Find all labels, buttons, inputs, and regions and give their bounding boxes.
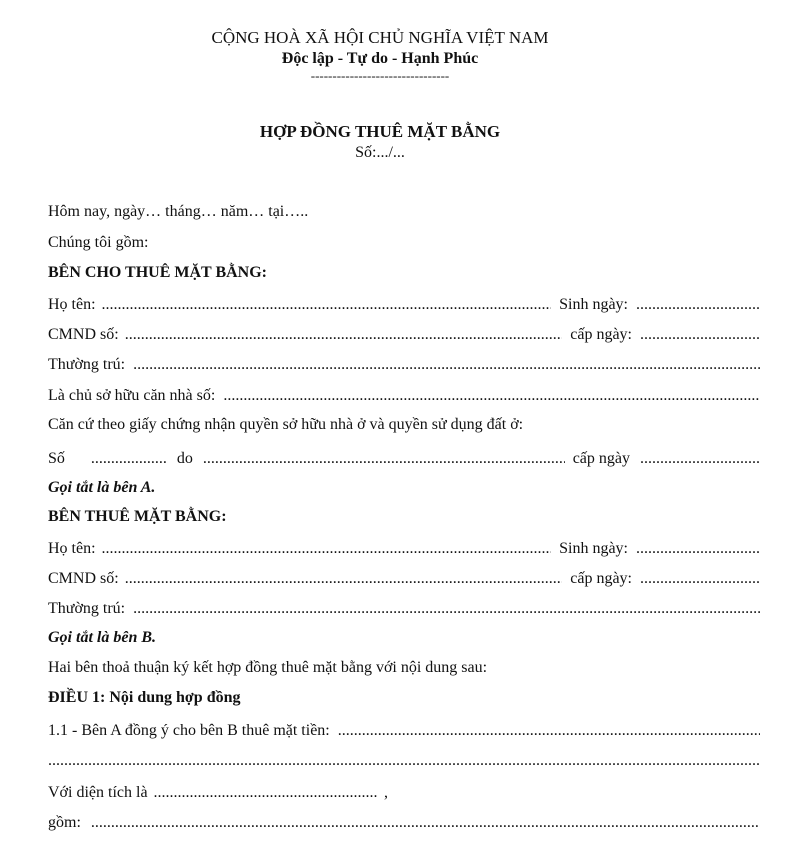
party-b-issue-field[interactable] [640, 568, 760, 590]
party-a-name-row [48, 294, 760, 316]
party-b-name-field[interactable] [102, 538, 552, 560]
party-a-cert-row [48, 448, 760, 470]
party-a-alias: Gọi tắt là bên A. [48, 479, 156, 496]
party-a-dob-label: Sinh ngày: [559, 296, 628, 313]
party-b-alias: Gọi tắt là bên B. [48, 629, 157, 646]
contract-number: Số:.../... [355, 144, 405, 161]
document-title: HỢP ĐỒNG THUÊ MẶT BẰNG [259, 122, 501, 141]
party-b-residence-field[interactable] [133, 598, 760, 620]
agreement-text: Hai bên thoả thuận ký kết hợp đồng thuê mặt bằng với nội dung sau: [48, 659, 488, 676]
party-a-owner-row [48, 385, 760, 407]
party-a-issue-field[interactable] [640, 324, 760, 346]
party-a-issue-label: cấp ngày: [570, 326, 632, 343]
party-b-issue-label: cấp ngày: [570, 570, 632, 587]
party-a-owner-label: Là chủ sở hữu căn nhà số: [48, 387, 216, 404]
party-b-dob-field[interactable] [636, 538, 760, 560]
party-b-dob-label: Sinh ngày: [559, 540, 628, 557]
article-1-heading: ĐIỀU 1: Nội dung hợp đồng [48, 689, 241, 706]
clause-1-1-continuation-row [48, 750, 760, 772]
party-a-residence-row [48, 354, 760, 376]
include-field[interactable] [91, 812, 760, 834]
party-a-residence-label: Thường trú: [48, 356, 126, 373]
area-suffix: , [384, 784, 388, 801]
party-a-heading: BÊN CHO THUÊ MẶT BẰNG: [48, 264, 267, 281]
party-a-name-label: Họ tên: [48, 296, 96, 313]
party-b-id-row [48, 568, 760, 590]
party-a-cert-by-label: do [176, 450, 193, 467]
party-a-dob-field[interactable] [636, 294, 760, 316]
clause-1-1-row [48, 720, 760, 742]
party-a-owner-field[interactable] [223, 385, 760, 407]
area-field[interactable] [154, 782, 378, 804]
party-b-id-field[interactable] [125, 568, 563, 590]
party-a-residence-field[interactable] [133, 354, 760, 376]
clause-1-1-continuation-field[interactable] [48, 750, 760, 772]
clause-1-1-label: 1.1 - Bên A đồng ý cho bên B thuê mặt tiền: [48, 722, 330, 739]
area-row [48, 782, 388, 804]
party-b-residence-row [48, 598, 760, 620]
party-a-cert-date-field[interactable] [640, 448, 760, 470]
national-motto: Độc lập - Tự do - Hạnh Phúc [281, 50, 479, 67]
header-separator: -------------------------------- [310, 68, 450, 83]
parties-line: Chúng tôi gồm: [48, 234, 149, 251]
party-a-cert-no-label: Số [48, 450, 65, 467]
party-a-id-label: CMND số: [48, 326, 119, 343]
party-a-cert-date-label: cấp ngày [572, 450, 630, 467]
country-name: CỘNG HOÀ XÃ HỘI CHỦ NGHĨA VIỆT NAM [211, 28, 549, 47]
party-b-heading: BÊN THUÊ MẶT BẰNG: [48, 508, 227, 525]
party-a-cert-by-field[interactable] [203, 448, 565, 470]
clause-1-1-field[interactable] [338, 720, 760, 742]
party-a-id-row [48, 324, 760, 346]
party-b-name-row [48, 538, 760, 560]
party-a-id-field[interactable] [125, 324, 563, 346]
include-label: gồm: [48, 814, 81, 831]
party-b-residence-label: Thường trú: [48, 600, 126, 617]
area-label: Với diện tích là [48, 784, 148, 801]
include-row [48, 812, 760, 834]
party-a-basis-text: Căn cứ theo giấy chứng nhận quyền sở hữu nhà ở và quyền sử dụng đất ở: [48, 416, 524, 433]
party-a-name-field[interactable] [102, 294, 552, 316]
date-line: Hôm nay, ngày… tháng… năm… tại….. [48, 203, 309, 220]
party-b-name-label: Họ tên: [48, 540, 96, 557]
party-a-cert-no-field[interactable] [91, 448, 167, 470]
party-b-id-label: CMND số: [48, 570, 119, 587]
